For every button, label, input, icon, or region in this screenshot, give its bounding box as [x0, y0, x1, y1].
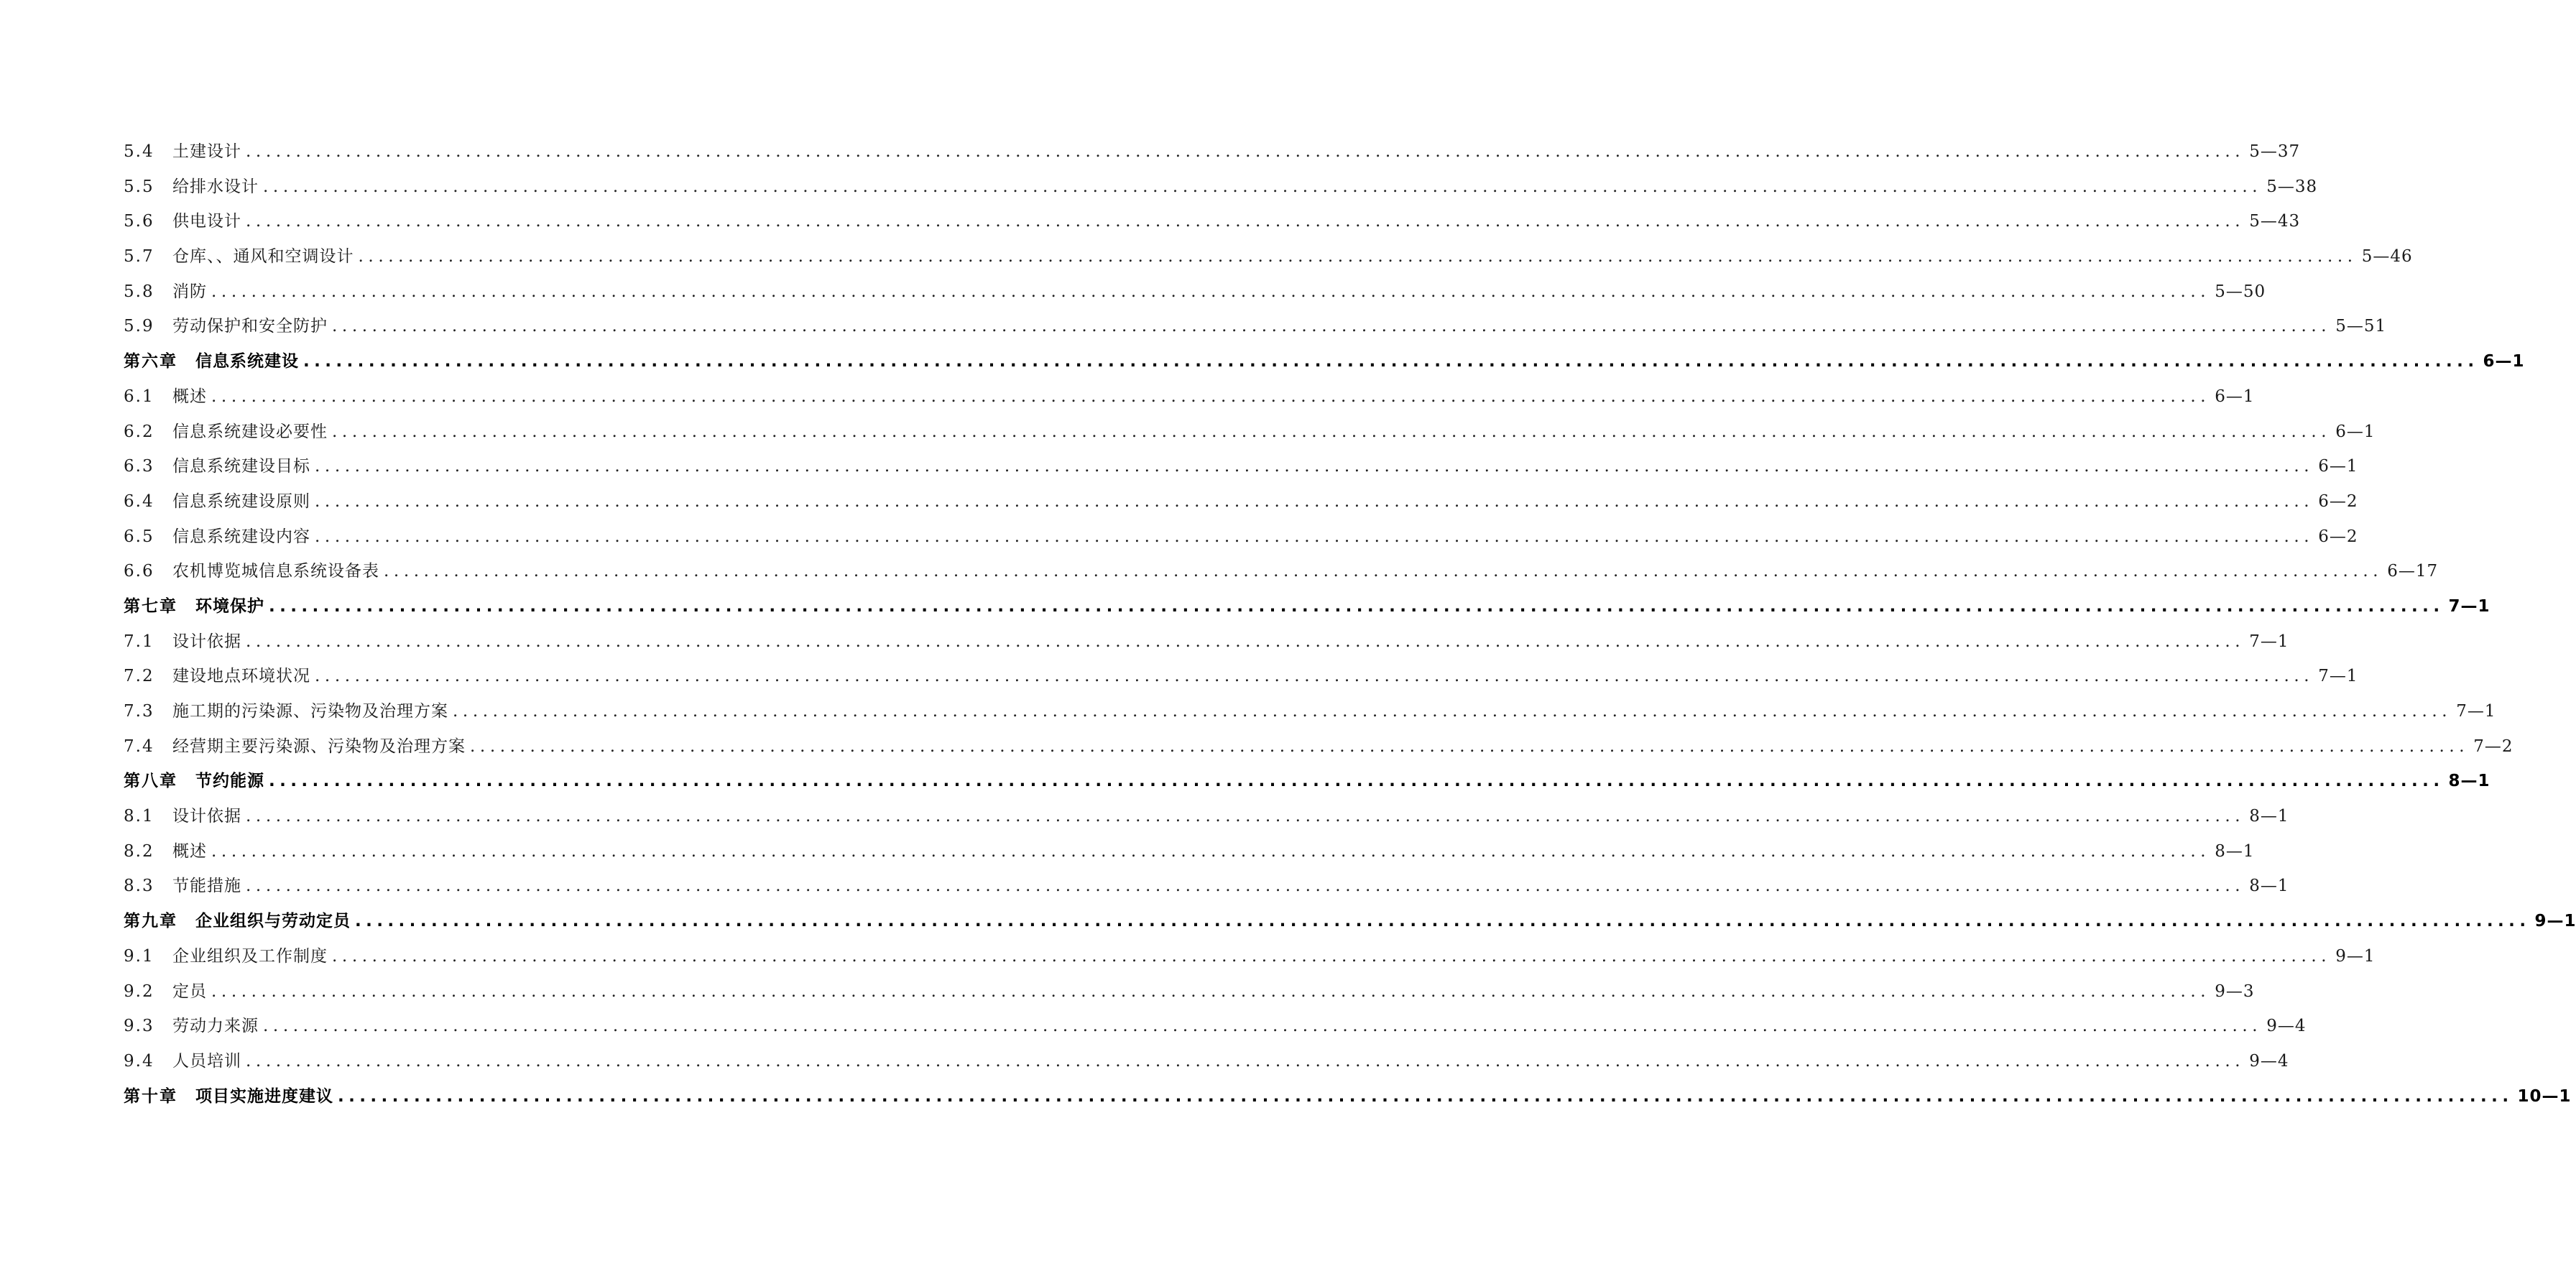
- toc-section-entry[interactable]: [124, 138, 2301, 173]
- toc-section-entry[interactable]: [124, 418, 2376, 453]
- toc-entry-page: 9—4: [2249, 1051, 2289, 1071]
- toc-dot-leader: ........................................................................................................................................................................................................: [246, 1051, 2245, 1071]
- toc-entry-page: 8—1: [2215, 841, 2255, 861]
- toc-entry-page: 6—1: [2318, 457, 2358, 476]
- toc-section-entry[interactable]: [124, 313, 2387, 348]
- toc-chapter-entry[interactable]: [124, 907, 2576, 943]
- toc-dot-leader: ........................................................................................................................................................................................................: [338, 1086, 2513, 1106]
- toc-dot-leader: ........................................................................................................................................................................................................: [315, 667, 2314, 686]
- toc-entry-number: 5.6: [124, 212, 154, 231]
- toc-section-entry[interactable]: [124, 1012, 2307, 1048]
- toc-entry-page: 9—1: [2534, 912, 2576, 931]
- toc-entry-title: 劳动保护和安全防护: [172, 317, 328, 336]
- toc-entry-page: 8—1: [2448, 772, 2490, 791]
- toc-section-entry[interactable]: [124, 838, 2255, 873]
- toc-entry-title: 概述: [172, 387, 207, 406]
- toc-entry-page: 8—1: [2249, 877, 2289, 896]
- toc-entry-title: 土建设计: [172, 142, 241, 161]
- toc-section-entry[interactable]: [124, 558, 2439, 593]
- toc-dot-leader: ........................................................................................................................................................................................................: [211, 387, 2211, 406]
- toc-entry-title: 人员培训: [172, 1051, 241, 1071]
- toc-entry-number: 7.3: [124, 702, 154, 721]
- toc-entry-number: 第十章: [124, 1086, 177, 1106]
- toc-entry-number: 7.4: [124, 736, 154, 756]
- toc-section-entry[interactable]: [124, 733, 2513, 768]
- toc-entry-number: 7.1: [124, 632, 154, 651]
- toc-section-entry[interactable]: [124, 628, 2289, 663]
- toc-entry-page: 7—1: [2456, 702, 2496, 721]
- toc-entry-number: 5.8: [124, 282, 154, 301]
- toc-entry-page: 5—38: [2266, 177, 2318, 196]
- toc-entry-title: 概述: [172, 841, 207, 861]
- toc-entry-number: 6.2: [124, 422, 154, 441]
- toc-dot-leader: ........................................................................................................................................................................................................: [263, 1017, 2263, 1036]
- toc-entry-number: 7.2: [124, 667, 154, 686]
- toc-section-entry[interactable]: [124, 662, 2358, 698]
- toc-entry-title: 企业组织及工作制度: [172, 946, 328, 966]
- toc-entry-page: 5—37: [2249, 142, 2301, 161]
- toc-entry-page: 6—2: [2318, 527, 2358, 546]
- toc-dot-leader: ........................................................................................................................................................................................................: [303, 352, 2479, 371]
- toc-entry-number: 9.3: [124, 1017, 154, 1036]
- toc-entry-title: 经营期主要污染源、污染物及治理方案: [172, 736, 466, 756]
- toc-entry-title: 项目实施进度建议: [195, 1086, 333, 1106]
- toc-section-entry[interactable]: [124, 173, 2318, 208]
- toc-dot-leader: ........................................................................................................................................................................................................: [246, 212, 2245, 231]
- toc-entry-title: 信息系统建设原则: [172, 491, 310, 511]
- toc-entry-title: 节能措施: [172, 877, 241, 896]
- toc-entry-title: 劳动力来源: [172, 1017, 259, 1036]
- toc-dot-leader: ........................................................................................................................................................................................................: [246, 632, 2245, 651]
- toc-dot-leader: ........................................................................................................................................................................................................: [269, 596, 2445, 616]
- toc-chapter-entry[interactable]: [124, 593, 2490, 628]
- toc-section-entry[interactable]: [124, 383, 2255, 418]
- toc-section-entry[interactable]: [124, 803, 2289, 838]
- toc-entry-page: 9—1: [2335, 946, 2376, 966]
- toc-entry-title: 农机博览城信息系统设备表: [172, 562, 379, 581]
- toc-entry-title: 施工期的污染源、污染物及治理方案: [172, 702, 448, 721]
- toc-entry-title: 消防: [172, 282, 207, 301]
- toc-entry-title: 仓库、、通风和空调设计: [172, 247, 354, 267]
- toc-entry-title: 信息系统建设必要性: [172, 422, 328, 441]
- toc-entry-page: 6—1: [2215, 387, 2255, 406]
- toc-dot-leader: ........................................................................................................................................................................................................: [384, 562, 2383, 581]
- toc-entry-page: 9—4: [2266, 1017, 2307, 1036]
- toc-entry-title: 建设地点环境状况: [172, 667, 310, 686]
- toc-entry-page: 7—2: [2473, 736, 2513, 756]
- toc-entry-number: 5.7: [124, 247, 154, 267]
- toc-entry-number: 6.1: [124, 387, 154, 406]
- toc-section-entry[interactable]: [124, 278, 2266, 313]
- toc-entry-number: 第八章: [124, 772, 177, 791]
- toc-entry-title: 企业组织与劳动定员: [195, 912, 351, 931]
- toc-entry-number: 6.6: [124, 562, 154, 581]
- toc-dot-leader: ........................................................................................................................................................................................................: [211, 981, 2211, 1001]
- toc-section-entry[interactable]: [124, 698, 2496, 733]
- toc-entry-title: 设计依据: [172, 807, 241, 826]
- toc-entry-page: 9—3: [2215, 981, 2255, 1001]
- toc-entry-page: 10—1: [2517, 1086, 2572, 1106]
- toc-dot-leader: ........................................................................................................................................................................................................: [269, 772, 2445, 791]
- toc-section-entry[interactable]: [124, 488, 2358, 523]
- toc-chapter-entry[interactable]: [124, 348, 2525, 383]
- toc-entry-number: 8.2: [124, 841, 154, 861]
- toc-dot-leader: ........................................................................................................................................................................................................: [211, 282, 2211, 301]
- toc-entry-page: 7—1: [2249, 632, 2289, 651]
- toc-dot-leader: ........................................................................................................................................................................................................: [211, 841, 2211, 861]
- toc-section-entry[interactable]: [124, 208, 2301, 243]
- toc-entry-number: 9.1: [124, 946, 154, 966]
- toc-dot-leader: ........................................................................................................................................................................................................: [263, 177, 2263, 196]
- toc-entry-title: 给排水设计: [172, 177, 259, 196]
- toc-section-entry[interactable]: [124, 243, 2413, 278]
- toc-entry-number: 6.5: [124, 527, 154, 546]
- toc-dot-leader: ........................................................................................................................................................................................................: [315, 457, 2314, 476]
- toc-dot-leader: ........................................................................................................................................................................................................: [246, 142, 2245, 161]
- toc-section-entry[interactable]: [124, 872, 2289, 907]
- toc-dot-leader: ........................................................................................................................................................................................................: [332, 422, 2332, 441]
- toc-section-entry[interactable]: [124, 453, 2358, 488]
- toc-entry-title: 设计依据: [172, 632, 241, 651]
- toc-entry-page: 5—50: [2215, 282, 2266, 301]
- toc-entry-page: 5—51: [2335, 317, 2387, 336]
- toc-dot-leader: ........................................................................................................................................................................................................: [315, 491, 2314, 511]
- toc-entry-number: 8.1: [124, 807, 154, 826]
- toc-entry-number: 9.2: [124, 981, 154, 1001]
- toc-entry-number: 6.4: [124, 491, 154, 511]
- toc-entry-title: 定员: [172, 981, 207, 1001]
- toc-entry-number: 8.3: [124, 877, 154, 896]
- toc-entry-page: 5—46: [2361, 247, 2413, 267]
- toc-entry-title: 信息系统建设: [195, 352, 299, 371]
- toc-entry-number: 9.4: [124, 1051, 154, 1071]
- toc-entry-number: 5.4: [124, 142, 154, 161]
- toc-entry-page: 7—1: [2448, 596, 2490, 616]
- toc-dot-leader: ........................................................................................................................................................................................................: [246, 877, 2245, 896]
- toc-chapter-entry[interactable]: [124, 1083, 2572, 1118]
- toc-entry-title: 信息系统建设目标: [172, 457, 310, 476]
- toc-dot-leader: ........................................................................................................................................................................................................: [246, 807, 2245, 826]
- toc-entry-page: 6—1: [2483, 352, 2525, 371]
- table-of-contents: [124, 138, 2576, 1117]
- toc-dot-leader: ........................................................................................................................................................................................................: [332, 317, 2332, 336]
- toc-dot-leader: ........................................................................................................................................................................................................: [453, 702, 2452, 721]
- toc-entry-page: 6—1: [2335, 422, 2376, 441]
- toc-entry-title: 环境保护: [195, 596, 264, 616]
- toc-dot-leader: ........................................................................................................................................................................................................: [332, 946, 2332, 966]
- toc-dot-leader: ........................................................................................................................................................................................................: [470, 736, 2470, 756]
- toc-entry-number: 第七章: [124, 596, 177, 616]
- toc-dot-leader: ........................................................................................................................................................................................................: [358, 247, 2358, 267]
- toc-entry-page: 6—17: [2387, 562, 2439, 581]
- toc-entry-number: 第九章: [124, 912, 177, 931]
- toc-section-entry[interactable]: [124, 943, 2376, 978]
- toc-entry-number: 5.5: [124, 177, 154, 196]
- toc-entry-number: 6.3: [124, 457, 154, 476]
- toc-entry-page: 8—1: [2249, 807, 2289, 826]
- toc-entry-number: 第六章: [124, 352, 177, 371]
- toc-entry-page: 6—2: [2318, 491, 2358, 511]
- toc-section-entry[interactable]: [124, 523, 2358, 558]
- toc-chapter-entry[interactable]: [124, 767, 2490, 803]
- toc-entry-title: 节约能源: [195, 772, 264, 791]
- toc-dot-leader: ........................................................................................................................................................................................................: [355, 912, 2531, 931]
- toc-dot-leader: ........................................................................................................................................................................................................: [315, 527, 2314, 546]
- toc-entry-page: 7—1: [2318, 667, 2358, 686]
- toc-entry-title: 供电设计: [172, 212, 241, 231]
- toc-entry-page: 5—43: [2249, 212, 2301, 231]
- toc-section-entry[interactable]: [124, 1048, 2289, 1083]
- toc-entry-number: 5.9: [124, 317, 154, 336]
- toc-section-entry[interactable]: [124, 978, 2255, 1013]
- toc-entry-title: 信息系统建设内容: [172, 527, 310, 546]
